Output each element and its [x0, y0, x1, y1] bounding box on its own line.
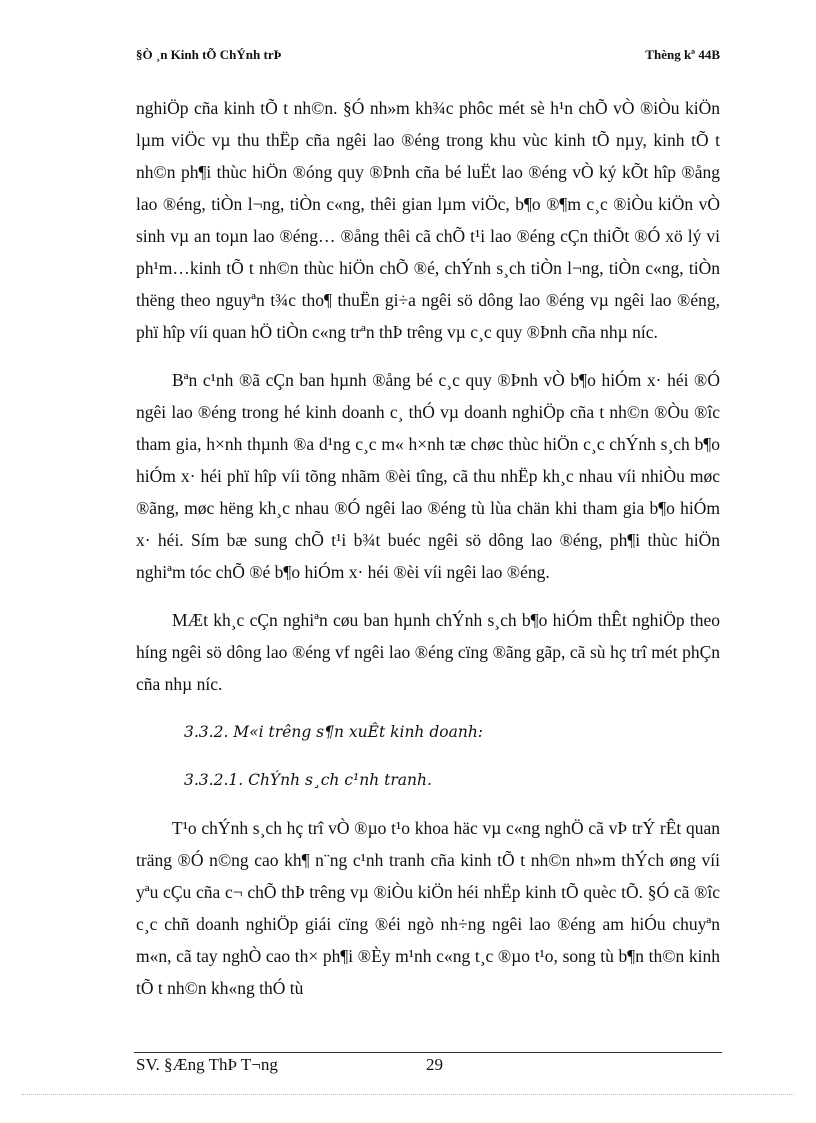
- header-course-title: §Ò ¸n Kinh tÕ ChÝnh trÞ: [136, 47, 282, 62]
- page-number: 29: [426, 1055, 443, 1074]
- subsection-heading: 3.3.2.1. ChÝnh s¸ch c¹nh tranh.: [184, 771, 432, 789]
- footer-divider: [134, 1052, 722, 1053]
- page-edge-divider: [22, 1094, 794, 1095]
- page-header: [136, 47, 720, 71]
- header-class-code: Thèng kª 44B: [645, 47, 720, 62]
- section-heading: 3.3.2. M«i trêng s¶n xuÊt kinh doanh:: [184, 723, 484, 741]
- paragraph: nghiÖp cña kinh tÕ t nh©n. §Ó nh»m kh¾c phôc mét sè h¹n chÕ vÒ ®iÒu kiÖn lµm viÖc vµ thu thËp cña ngêi lao ®éng trong khu vùc kinh tÕ nµy, kinh tÕ t nh©n ph¶i thùc hiÖn ®óng quy ®Þnh cña bé luËt lao ®éng vÒ ký kÕt hîp ®ång lao ®éng, tiÒn l¬ng, tiÒn c«ng, thêi gian lµm viÖc, b¶o ®¶m c¸c ®iÒu kiÖn vÒ sinh vµ an toµn lao ®éng… ®ång thêi cã chÕ t¹i lao ®éng cÇn thiÕt ®Ó xö lý vi ph¹m…kinh tÕ t nh©n thùc hiÖn chÕ ®é, chÝnh s¸ch tiÒn l¬ng, tiÒn c«ng, tiÒn thëng theo nguyªn t¾c tho¶ thuËn gi÷a ngêi sö dông lao ®éng vµ ngêi lao ®éng, phï hîp víi quan hÖ tiÒn c«ng trªn thÞ trêng vµ c¸c quy ®Þnh cña nhµ níc.: [136, 98, 720, 342]
- paragraph: T¹o chÝnh s¸ch hç trî vÒ ®µo t¹o khoa häc vµ c«ng nghÖ cã vÞ trÝ rÊt quan träng ®Ó n©ng cao kh¶ n¨ng c¹nh tranh cña kinh tÕ t nh©n nh»m thÝch øng víi yªu cÇu cña c¬ chÕ thÞ trêng vµ ®iÒu kiÖn héi nhËp kinh tÕ quèc tÕ. §Ó cã ®îc c¸c chñ doanh nghiÖp giái cïng ®éi ngò nh÷ng ngêi lao ®éng am hiÓu chuyªn m«n, cã tay nghÒ cao th× ph¶i ®Èy m¹nh c«ng t¸c ®µo t¹o, song tù b¶n th©n kinh tÕ t nh©n kh«ng thÓ tù: [136, 818, 720, 998]
- page-body: [136, 92, 720, 1020]
- paragraph: MÆt kh¸c cÇn nghiªn cøu ban hµnh chÝnh s¸ch b¶o hiÓm thÊt nghiÖp theo híng ngêi sö dông lao ®éng vf ngêi lao ®éng cïng ®ãng gãp, cã sù hç trî mét phÇn cña nhµ níc.: [136, 610, 720, 694]
- footer-author: SV. §Æng ThÞ T¬ng: [136, 1055, 278, 1074]
- paragraph: Bªn c¹nh ®ã cÇn ban hµnh ®ång bé c¸c quy ®Þnh vÒ b¶o hiÓm x· héi ®Ó ngêi lao ®éng trong hé kinh doanh c¸ thÓ vµ doanh nghiÖp cña t nh©n ®Òu ®îc tham gia, h×nh thµnh ®a d¹ng c¸c m« h×nh tæ chøc thùc hiÖn c¸c chÝnh s¸ch b¶o hiÓm x· héi phï hîp víi tõng nhãm ®èi tîng, cã thu nhËp kh¸c nhau víi nhiÒu møc ®ãng, møc hëng kh¸c nhau ®Ó ngêi lao ®éng tù lùa chän khi tham gia b¶o hiÓm x· héi. Sím bæ sung chÕ t¹i b¾t buéc ngêi sö dông lao ®éng, ph¶i thùc hiÖn nghiªm tóc chÕ ®é b¶o hiÓm x· héi ®èi víi ngêi lao ®éng.: [136, 370, 720, 582]
